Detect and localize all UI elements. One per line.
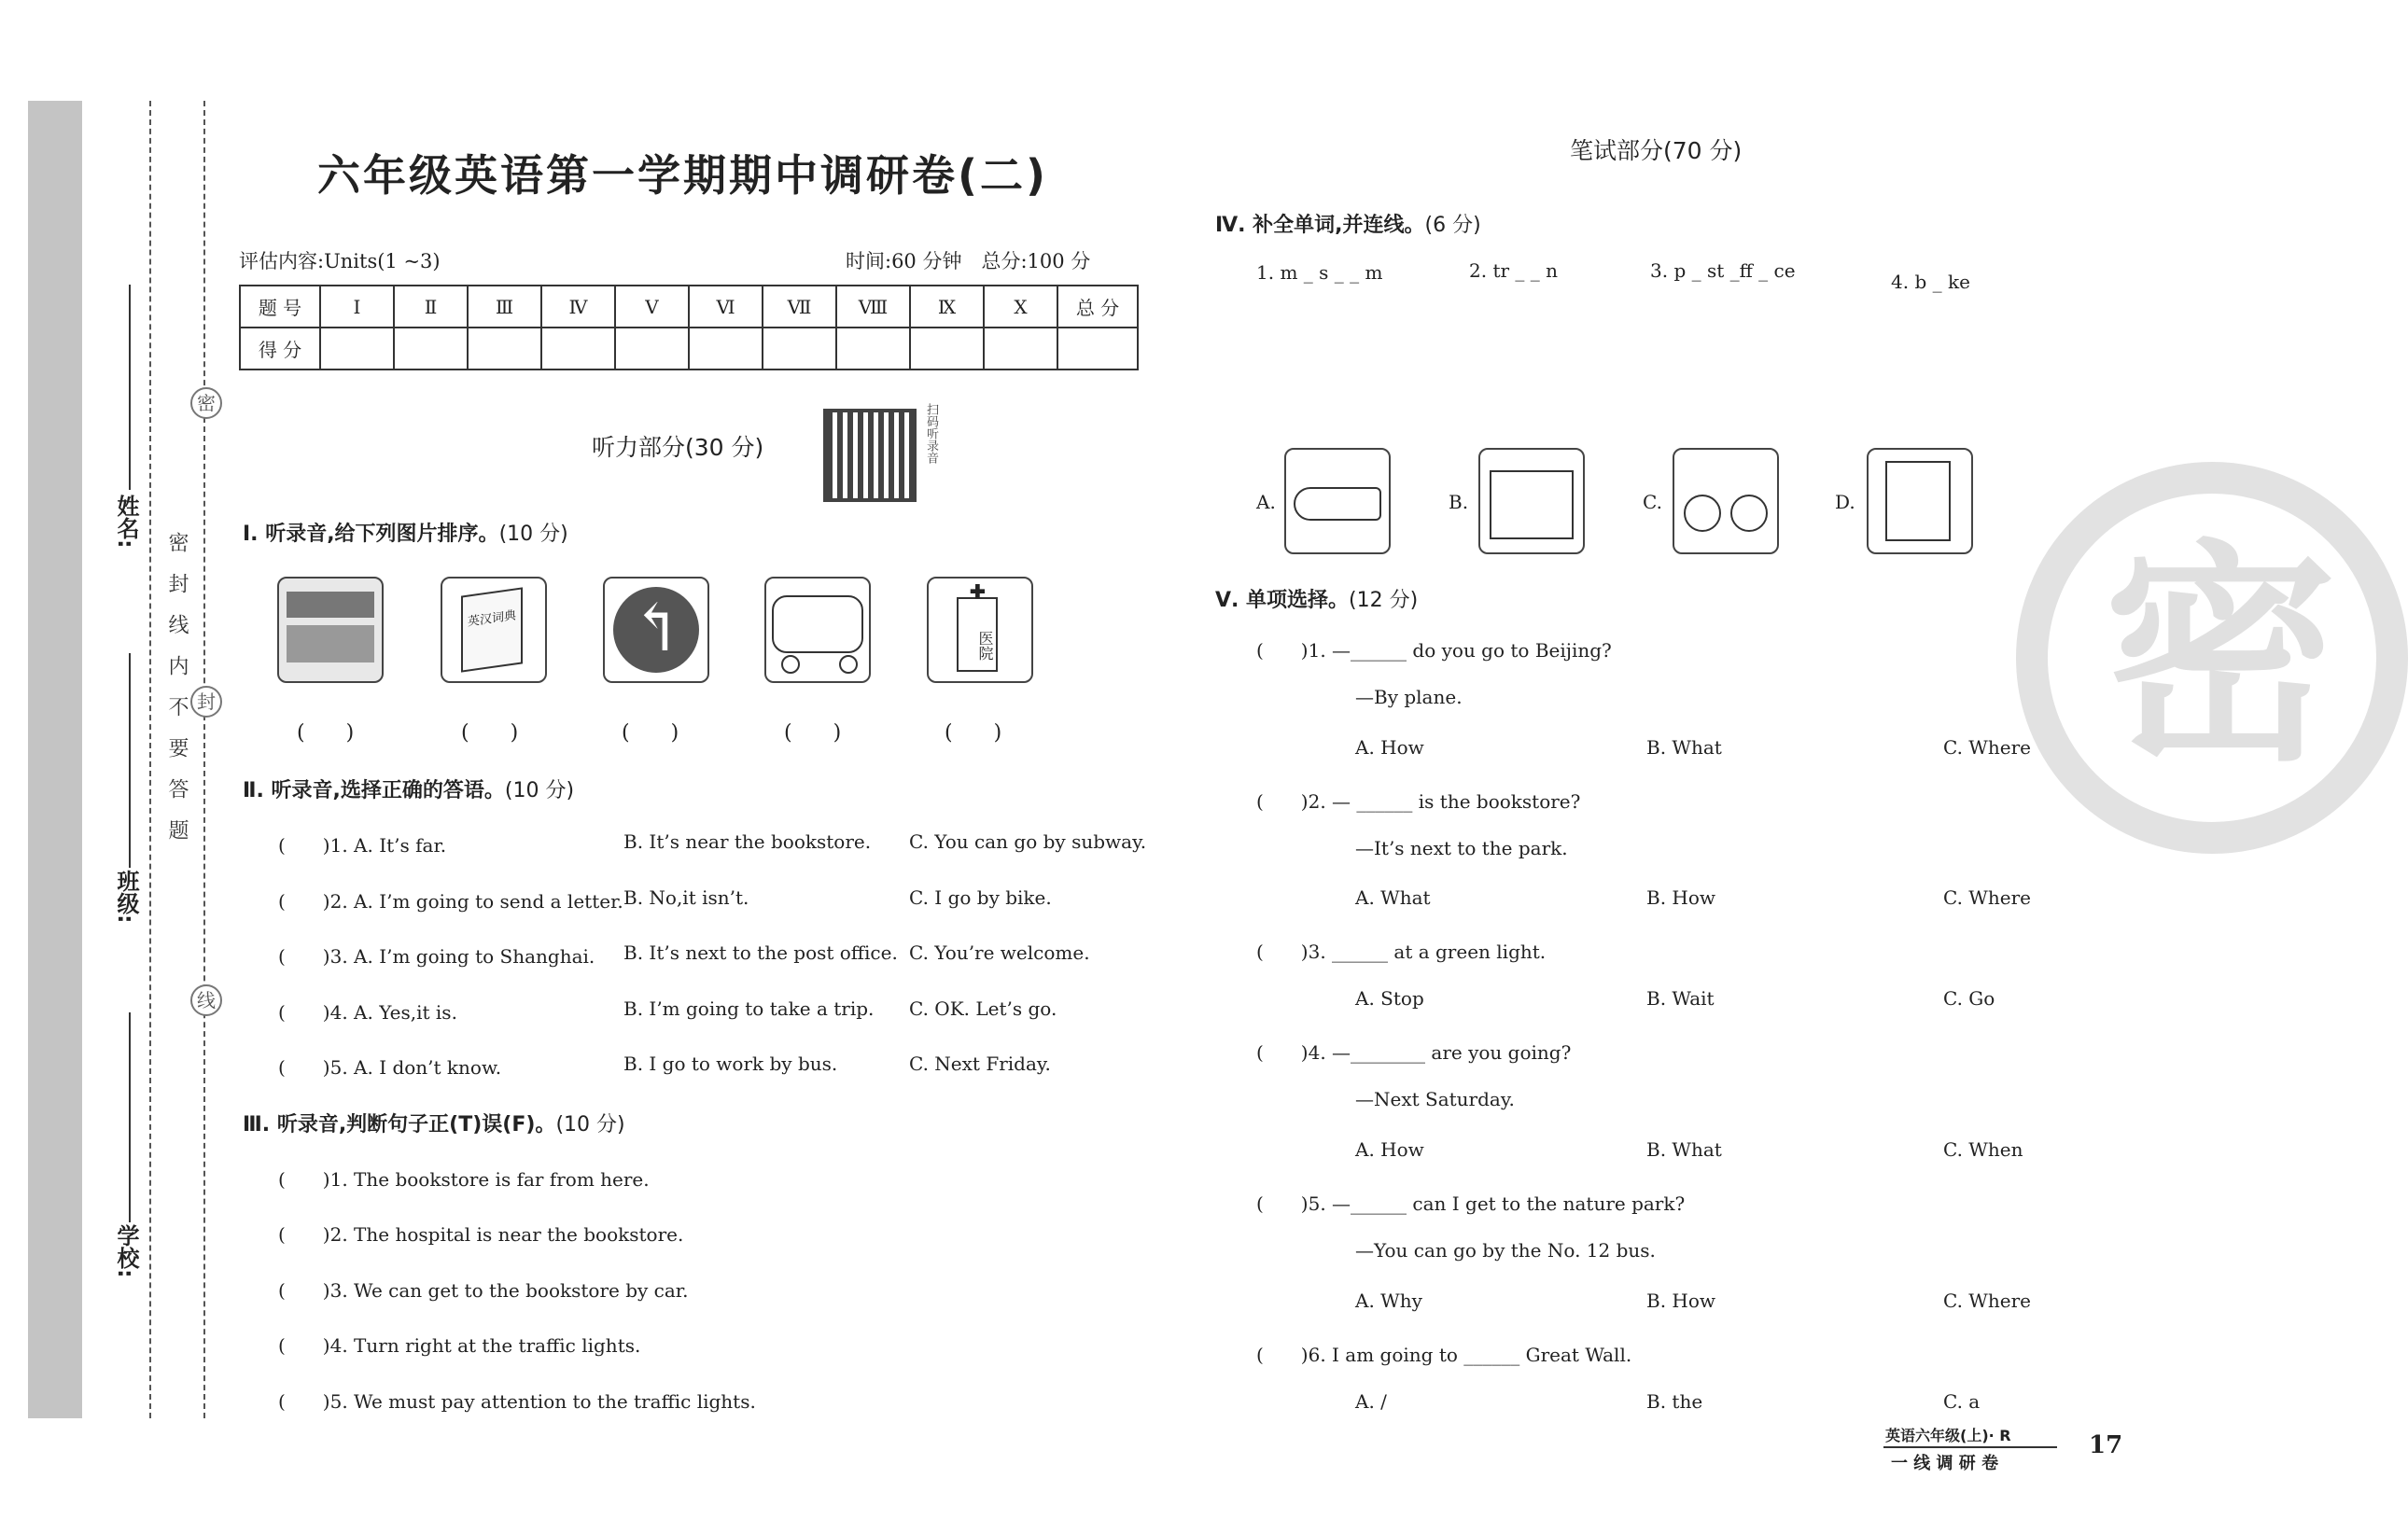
red-cross-icon: ✚ bbox=[970, 580, 986, 603]
cinema-screen-icon bbox=[287, 592, 374, 618]
s5-q1[interactable]: ( )1. —______ do you go to Beijing? bbox=[1256, 639, 1612, 662]
section-4-title bbox=[1215, 209, 1481, 238]
section-3-label: Ⅲ. 听录音,判断句子正(T)误(F)。 bbox=[243, 1113, 556, 1137]
dictionary-title: 英汉词典 bbox=[467, 608, 516, 630]
s2-q1-b[interactable]: B. It’s near the bookstore. bbox=[623, 830, 872, 853]
s2-q3-b[interactable]: B. It’s next to the post office. bbox=[623, 941, 898, 964]
section-1-title bbox=[243, 518, 568, 547]
s2-q4-c[interactable]: C. OK. Let’s go. bbox=[909, 997, 1057, 1020]
footer-series: 一 线 调 研 卷 bbox=[1891, 1454, 1999, 1473]
qr-caption: 扫码听录音 bbox=[924, 403, 938, 464]
s5-q3-b[interactable]: B. Wait bbox=[1646, 987, 1715, 1010]
s5-q2-b[interactable]: B. How bbox=[1646, 886, 1716, 909]
score-cell[interactable] bbox=[320, 328, 394, 370]
seal-mark-1: 密 bbox=[190, 387, 222, 419]
s2-q5-b[interactable]: B. I go to work by bus. bbox=[623, 1053, 838, 1075]
written-heading: 笔试部分(70 分) bbox=[1570, 137, 1743, 164]
s3-q1[interactable]: ( )1. The bookstore is far from here. bbox=[278, 1168, 650, 1191]
s2-q4-b[interactable]: B. I’m going to take a trip. bbox=[623, 997, 875, 1020]
s5-q5-c[interactable]: C. Where bbox=[1943, 1290, 2031, 1312]
museum-building-icon bbox=[1490, 470, 1574, 539]
turn-left-arrow-icon: ↰ bbox=[613, 587, 699, 673]
score-header-row bbox=[240, 286, 1138, 328]
seal-line-outer bbox=[149, 101, 151, 1418]
hospital-sign: 医院 bbox=[976, 631, 994, 661]
word-2[interactable]: 2. tr _ _ n bbox=[1469, 259, 1558, 282]
s5-q4-b[interactable]: B. What bbox=[1646, 1138, 1722, 1161]
s5-q4-a[interactable]: A. How bbox=[1355, 1138, 1424, 1161]
section-1-label: Ⅰ. 听录音,给下列图片排序。 bbox=[243, 523, 499, 546]
hospital-building-icon bbox=[957, 597, 998, 672]
s2-q2-b[interactable]: B. No,it isn’t. bbox=[623, 886, 749, 909]
s5-q1-a[interactable]: A. How bbox=[1355, 736, 1424, 759]
listening-heading: 听力部分(30 分) bbox=[592, 434, 764, 461]
page-title: 六年级英语第一学期期中调研卷(二) bbox=[317, 150, 1049, 201]
score-col: Ⅲ bbox=[468, 286, 541, 328]
score-col: Ⅵ bbox=[689, 286, 763, 328]
s5-q3-a[interactable]: A. Stop bbox=[1355, 987, 1424, 1010]
order-blank-2[interactable]: ( ) bbox=[461, 721, 519, 745]
s3-q5[interactable]: ( )5. We must pay attention to the traffic lights. bbox=[278, 1390, 756, 1413]
class-label: 班级: bbox=[113, 870, 139, 924]
turn-left-sign-picture bbox=[603, 577, 709, 683]
post-office-picture[interactable] bbox=[1867, 448, 1973, 554]
section-3-points: (10 分) bbox=[555, 1113, 625, 1137]
order-blank-4[interactable]: ( ) bbox=[784, 721, 842, 745]
word-3[interactable]: 3. p _ st _ff _ ce bbox=[1650, 259, 1796, 282]
score-cell[interactable] bbox=[763, 328, 836, 370]
s5-q2-reply: —It’s next to the park. bbox=[1355, 837, 1568, 859]
s5-q2-a[interactable]: A. What bbox=[1355, 886, 1431, 909]
score-cell[interactable] bbox=[984, 328, 1057, 370]
school-fill-line[interactable] bbox=[129, 1012, 131, 1222]
s5-q5-a[interactable]: A. Why bbox=[1355, 1290, 1422, 1312]
seal-mark-3: 线 bbox=[190, 984, 222, 1016]
pic-label-a: A. bbox=[1256, 491, 1276, 513]
footer-book: 英语六年级(上)· R bbox=[1885, 1427, 2011, 1444]
s5-q2-c[interactable]: C. Where bbox=[1943, 886, 2031, 909]
s5-q6-b[interactable]: B. the bbox=[1646, 1390, 1703, 1413]
s5-q5[interactable]: ( )5. —______ can I get to the nature park? bbox=[1256, 1192, 1686, 1215]
s5-q5-reply: —You can go by the No. 12 bus. bbox=[1355, 1239, 1656, 1262]
score-cell[interactable] bbox=[1057, 328, 1138, 370]
seal-notice: 密封线内不要答题 bbox=[165, 532, 189, 860]
binding-strip bbox=[28, 101, 82, 1418]
s2-q1-c[interactable]: C. You can go by subway. bbox=[909, 830, 1147, 853]
qr-code-icon[interactable] bbox=[823, 409, 917, 502]
cinema-picture bbox=[277, 577, 384, 683]
bus-wheel-icon bbox=[839, 655, 858, 674]
score-cell[interactable] bbox=[615, 328, 689, 370]
score-col: Ⅱ bbox=[394, 286, 468, 328]
dictionary-picture bbox=[441, 577, 547, 683]
score-cell[interactable] bbox=[541, 328, 615, 370]
s5-q4-c[interactable]: C. When bbox=[1943, 1138, 2023, 1161]
score-col-total: 总 分 bbox=[1057, 286, 1138, 328]
score-col: Ⅴ bbox=[615, 286, 689, 328]
post-office-building-icon bbox=[1885, 461, 1951, 541]
time-and-total: 时间:60 分钟 总分:100 分 bbox=[846, 250, 1091, 272]
s2-q2-c[interactable]: C. I go by bike. bbox=[909, 886, 1052, 909]
section-4-label: Ⅳ. 补全单词,并连线。 bbox=[1215, 214, 1425, 237]
museum-picture[interactable] bbox=[1478, 448, 1585, 554]
score-cell[interactable] bbox=[910, 328, 984, 370]
s5-q5-b[interactable]: B. How bbox=[1646, 1290, 1716, 1312]
score-table bbox=[239, 285, 1139, 370]
section-3-title bbox=[243, 1109, 625, 1137]
s5-q1-reply: —By plane. bbox=[1355, 686, 1463, 708]
score-col: Ⅷ bbox=[836, 286, 910, 328]
score-row-label: 题 号 bbox=[240, 286, 320, 328]
score-row-label: 得 分 bbox=[240, 328, 320, 370]
s2-q3-c[interactable]: C. You’re welcome. bbox=[909, 941, 1090, 964]
score-col: Ⅶ bbox=[763, 286, 836, 328]
pic-label-c: C. bbox=[1643, 491, 1662, 513]
section-5-points: (12 分) bbox=[1349, 589, 1419, 612]
name-fill-line[interactable] bbox=[129, 285, 131, 490]
footer-rule bbox=[1883, 1446, 2057, 1448]
order-blank-3[interactable]: ( ) bbox=[622, 721, 679, 745]
evaluation-scope: 评估内容:Units(1 ~3) bbox=[239, 250, 441, 272]
train-picture[interactable] bbox=[1284, 448, 1391, 554]
s3-q3[interactable]: ( )3. We can get to the bookstore by car. bbox=[278, 1279, 689, 1302]
score-cell[interactable] bbox=[689, 328, 763, 370]
bus-body-icon bbox=[772, 595, 863, 653]
s2-q5-c[interactable]: C. Next Friday. bbox=[909, 1053, 1051, 1075]
score-value-row bbox=[240, 328, 1138, 370]
s5-q4-reply: —Next Saturday. bbox=[1355, 1088, 1515, 1110]
order-blank-1[interactable]: ( ) bbox=[297, 721, 355, 745]
s5-q6-a[interactable]: A. / bbox=[1355, 1390, 1387, 1413]
section-2-title bbox=[243, 774, 574, 803]
s3-q2[interactable]: ( )2. The hospital is near the bookstore. bbox=[278, 1223, 684, 1246]
class-fill-line[interactable] bbox=[129, 653, 131, 868]
word-1[interactable]: 1. m _ s _ _ m bbox=[1256, 261, 1383, 284]
score-col: Ⅹ bbox=[984, 286, 1057, 328]
dictionary-book-icon bbox=[461, 587, 523, 672]
bike-wheel-icon bbox=[1684, 495, 1721, 532]
s5-q1-b[interactable]: B. What bbox=[1646, 736, 1722, 759]
score-col: Ⅸ bbox=[910, 286, 984, 328]
pic-label-b: B. bbox=[1449, 491, 1469, 513]
score-cell[interactable] bbox=[394, 328, 468, 370]
s2-q4[interactable]: ( )4. A. Yes,it is. bbox=[278, 1001, 457, 1024]
seal-watermark: 密 bbox=[2016, 462, 2408, 854]
train-icon bbox=[1294, 487, 1381, 521]
s5-q6[interactable]: ( )6. I am going to ______ Great Wall. bbox=[1256, 1344, 1632, 1366]
s5-q4[interactable]: ( )4. —________ are you going? bbox=[1256, 1041, 1572, 1064]
s5-q6-c[interactable]: C. a bbox=[1943, 1390, 1981, 1413]
s5-q1-c[interactable]: C. Where bbox=[1943, 736, 2031, 759]
s5-q3[interactable]: ( )3. ______ at a green light. bbox=[1256, 941, 1547, 963]
s2-q1[interactable]: ( )1. A. It’s far. bbox=[278, 834, 447, 857]
page-number: 17 bbox=[2089, 1431, 2123, 1459]
section-4-points: (6 分) bbox=[1424, 214, 1481, 237]
score-col: Ⅰ bbox=[320, 286, 394, 328]
pic-label-d: D. bbox=[1835, 491, 1855, 513]
bike-picture[interactable] bbox=[1673, 448, 1779, 554]
s2-q2[interactable]: ( )2. A. I’m going to send a letter. bbox=[278, 890, 623, 913]
cinema-seats-icon bbox=[287, 625, 374, 662]
s5-q3-c[interactable]: C. Go bbox=[1943, 987, 1995, 1010]
section-2-points: (10 分) bbox=[504, 779, 575, 802]
school-label: 学校: bbox=[113, 1224, 139, 1278]
name-label: 姓名: bbox=[113, 495, 139, 549]
bus-wheel-icon bbox=[781, 655, 800, 674]
bike-wheel-icon bbox=[1730, 495, 1768, 532]
bus-picture bbox=[764, 577, 871, 683]
section-5-label: Ⅴ. 单项选择。 bbox=[1215, 589, 1350, 612]
section-1-points: (10 分) bbox=[498, 523, 568, 546]
score-col: Ⅳ bbox=[541, 286, 615, 328]
seal-mark-2: 封 bbox=[190, 686, 222, 718]
score-cell[interactable] bbox=[468, 328, 541, 370]
s2-q5[interactable]: ( )5. A. I don’t know. bbox=[278, 1056, 502, 1079]
word-4[interactable]: 4. b _ ke bbox=[1891, 271, 1970, 293]
s2-q3[interactable]: ( )3. A. I’m going to Shanghai. bbox=[278, 945, 595, 968]
seal-line-inner bbox=[203, 101, 205, 1418]
section-2-label: Ⅱ. 听录音,选择正确的答语。 bbox=[243, 779, 505, 802]
score-cell[interactable] bbox=[836, 328, 910, 370]
s3-q4[interactable]: ( )4. Turn right at the traffic lights. bbox=[278, 1334, 641, 1357]
order-blank-5[interactable]: ( ) bbox=[945, 721, 1002, 745]
hospital-picture bbox=[927, 577, 1033, 683]
s5-q2[interactable]: ( )2. — ______ is the bookstore? bbox=[1256, 790, 1581, 813]
section-5-title bbox=[1215, 584, 1418, 613]
